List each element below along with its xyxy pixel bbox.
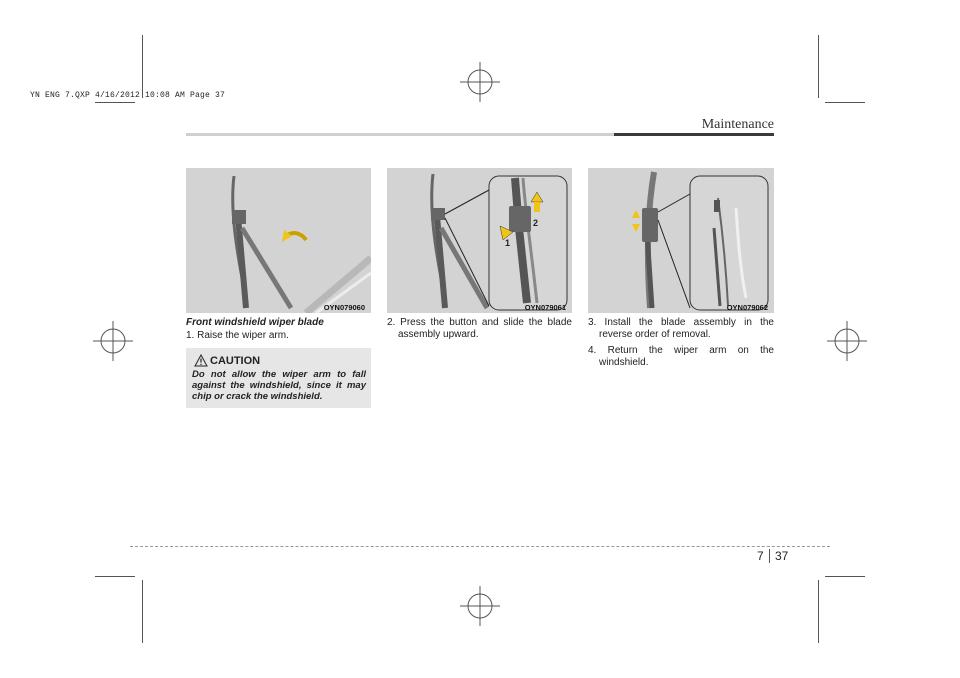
steps-3-4 xyxy=(588,317,774,373)
figure-code: OYN079060 xyxy=(323,303,365,312)
crop-mark xyxy=(825,102,865,103)
page-number: 37 xyxy=(775,549,789,563)
step-4-text: 4. Return the wiper arm on the windshield. xyxy=(588,345,774,368)
warning-triangle-icon xyxy=(194,354,208,367)
blade-install-illustration xyxy=(588,168,774,313)
caution-text: Do not allow the wiper arm to fall against the windshield, since it may chip or crack the windshield. xyxy=(192,369,366,402)
step-3-text: 3. Install the blade assembly in the reverse order of removal. xyxy=(588,317,774,340)
step-2-text: 2. Press the button and slide the blade assembly upward. xyxy=(387,317,572,340)
crop-mark xyxy=(142,580,143,643)
crop-mark xyxy=(818,35,819,98)
callout-label-2: 2 xyxy=(533,218,539,228)
crop-mark xyxy=(818,580,819,643)
registration-mark-right-icon xyxy=(827,321,867,361)
print-header: YN ENG 7.QXP 4/16/2012 10:08 AM Page 37 xyxy=(30,91,226,100)
callout-label-1: 1 xyxy=(505,238,511,248)
registration-mark-bottom-icon xyxy=(460,586,500,626)
section-title: Maintenance xyxy=(701,117,774,132)
figure-raise-wiper-arm xyxy=(186,168,371,313)
step-2 xyxy=(387,317,572,345)
figure-code: OYN079061 xyxy=(524,303,566,312)
figure-press-button-slide xyxy=(387,168,572,313)
figure-code: OYN079062 xyxy=(726,303,768,312)
footer-rule xyxy=(130,546,830,547)
crop-mark xyxy=(95,102,135,103)
blade-removal-illustration xyxy=(387,168,572,313)
wiper-arm-raised-illustration xyxy=(186,168,371,313)
step-1-text: 1. Raise the wiper arm. xyxy=(186,330,289,341)
page-number-separator xyxy=(769,549,770,563)
registration-mark-top-icon xyxy=(460,62,500,102)
caution-title: CAUTION xyxy=(210,355,261,367)
title-rule-accent xyxy=(614,133,774,136)
crop-mark xyxy=(95,576,135,577)
crop-mark xyxy=(825,576,865,577)
crop-mark xyxy=(142,35,143,98)
step-1 xyxy=(186,330,371,346)
caution-box xyxy=(186,348,371,408)
registration-mark-left-icon xyxy=(93,321,133,361)
figure-install-blade xyxy=(588,168,774,313)
subheading-front-wiper-blade: Front windshield wiper blade xyxy=(186,317,324,328)
chapter-number: 7 xyxy=(757,549,764,563)
